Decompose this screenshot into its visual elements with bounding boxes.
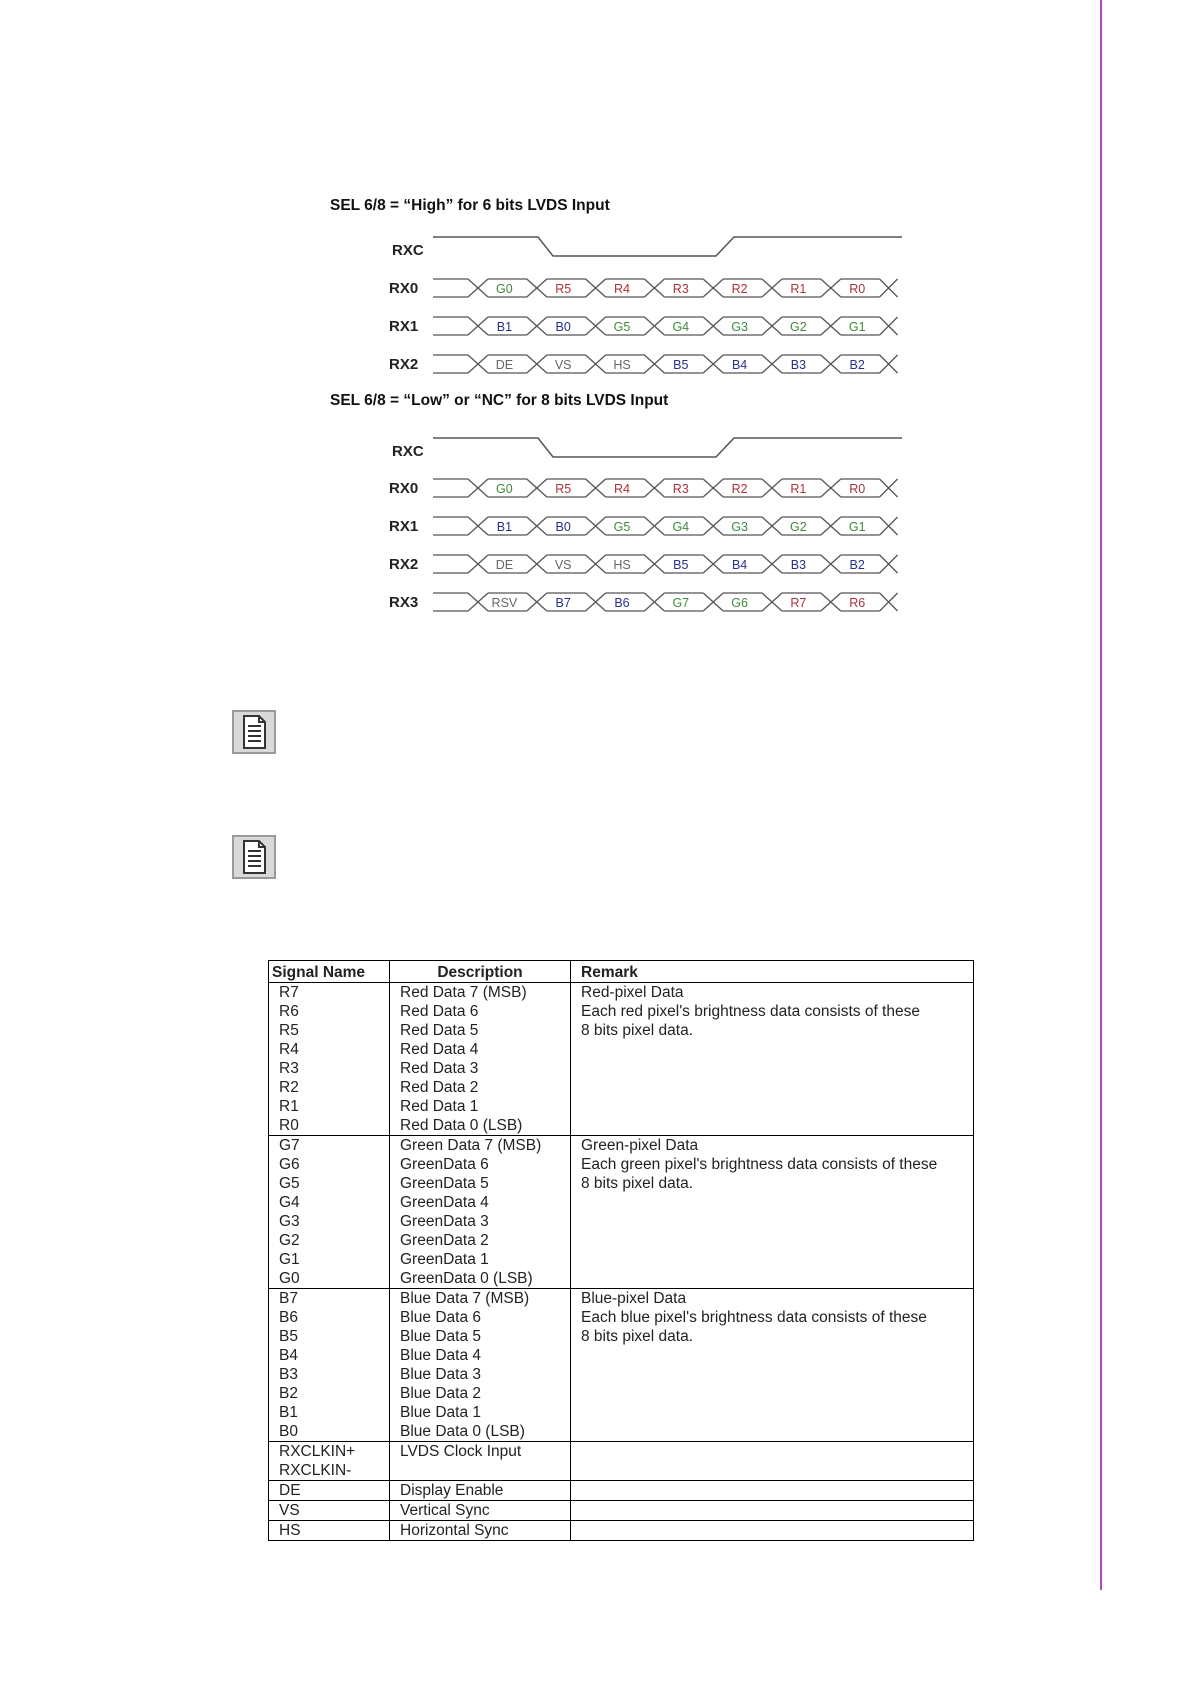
- signal-line: R5: [279, 1022, 299, 1039]
- description-line: Red Data 6: [400, 1003, 479, 1020]
- bit-cell-label: B3: [790, 358, 807, 372]
- bit-cell-label: VS: [554, 358, 572, 372]
- bit-cell-label: G3: [731, 320, 748, 334]
- bit-cell-label: G0: [496, 482, 513, 496]
- bit-cell-label: B1: [496, 520, 513, 534]
- description-line: Red Data 4: [400, 1041, 479, 1058]
- remark-cell: [571, 1442, 974, 1481]
- diagram-title-8bit: SEL 6/8 = “Low” or “NC” for 8 bits LVDS Input: [330, 392, 669, 409]
- remark-line: Green-pixel Data: [581, 1137, 699, 1154]
- bit-cell-label: R2: [731, 482, 748, 496]
- description-cell: [390, 1501, 571, 1521]
- bit-cell-label: HS: [613, 358, 631, 372]
- description-line: Blue Data 0 (LSB): [400, 1423, 525, 1440]
- description-line: GreenData 6: [400, 1156, 489, 1173]
- lane-end-cross: [880, 593, 898, 611]
- timing-svg: [0, 0, 1191, 700]
- remark-line: Red-pixel Data: [581, 984, 684, 1001]
- lane-label: RX3: [389, 594, 419, 611]
- signal-line: R1: [279, 1098, 299, 1115]
- signal-cell: [269, 1501, 390, 1521]
- bit-cell-label: R2: [731, 282, 748, 296]
- lane-label: RX0: [389, 480, 419, 497]
- lane-label: RX0: [389, 280, 419, 297]
- description-line: GreenData 5: [400, 1175, 489, 1192]
- signal-cell: [269, 1136, 390, 1289]
- bit-cell-label: B1: [496, 320, 513, 334]
- bit-cell-label: R3: [672, 282, 689, 296]
- table-body: [269, 983, 974, 1541]
- signal-line: B3: [279, 1366, 298, 1383]
- description-line: Blue Data 5: [400, 1328, 481, 1345]
- signal-line: VS: [279, 1502, 300, 1519]
- lvds-signal-table: [268, 960, 974, 1541]
- signal-line: G3: [279, 1213, 300, 1230]
- remark-line: Each blue pixel's brightness data consists of these: [581, 1309, 927, 1326]
- description-cell: [390, 1481, 571, 1501]
- description-line: Red Data 3: [400, 1060, 479, 1077]
- remark-line: 8 bits pixel data.: [581, 1022, 694, 1039]
- bit-cell-label: B5: [673, 358, 689, 372]
- signal-cell: [269, 1521, 390, 1541]
- description-line: Display Enable: [400, 1482, 504, 1499]
- bit-cell-label: R0: [849, 482, 866, 496]
- bit-cell-label: VS: [554, 558, 572, 572]
- bit-cell-label: R6: [849, 596, 866, 610]
- description-cell: [390, 983, 571, 1136]
- bit-cell-label: G1: [848, 520, 866, 534]
- signal-line: R3: [279, 1060, 299, 1077]
- column-header-signal-name: Signal Name: [269, 961, 390, 983]
- remark-cell: [571, 1136, 974, 1289]
- signal-line: G1: [279, 1251, 300, 1268]
- signal-cell: [269, 1289, 390, 1442]
- bit-cell-label: G0: [496, 282, 513, 296]
- bit-cell-label: B4: [731, 358, 748, 372]
- lane-end-cross: [880, 555, 898, 573]
- signal-cell: [269, 1442, 390, 1481]
- clock-label: RXC: [392, 443, 424, 460]
- signal-line: R4: [279, 1041, 299, 1058]
- signal-line: RXCLKIN+: [279, 1443, 356, 1460]
- bit-cell-label: R0: [849, 282, 866, 296]
- remark-line: Each red pixel's brightness data consists of these: [581, 1003, 920, 1020]
- table-row: [269, 983, 974, 1136]
- signal-line: R6: [279, 1003, 299, 1020]
- signal-cell: [269, 983, 390, 1136]
- description-line: Blue Data 7 (MSB): [400, 1290, 530, 1307]
- lane-label: RX2: [389, 356, 419, 373]
- table-row: [269, 1481, 974, 1501]
- bit-cell-label: B2: [849, 558, 865, 572]
- bit-cell-label: R7: [790, 596, 807, 610]
- description-line: GreenData 0 (LSB): [400, 1270, 533, 1287]
- description-cell: [390, 1289, 571, 1442]
- description-line: GreenData 4: [400, 1194, 489, 1211]
- signal-line: DE: [279, 1482, 301, 1499]
- description-line: Blue Data 2: [400, 1385, 481, 1402]
- description-line: Blue Data 6: [400, 1309, 481, 1326]
- bit-cell-label: DE: [495, 558, 514, 572]
- description-line: Blue Data 3: [400, 1366, 481, 1383]
- bit-cell-label: B6: [614, 596, 630, 610]
- description-line: Green Data 7 (MSB): [400, 1137, 542, 1154]
- remark-cell: [571, 983, 974, 1136]
- bit-cell-label: G4: [672, 320, 690, 334]
- signal-line: B6: [279, 1309, 298, 1326]
- description-line: Vertical Sync: [400, 1502, 490, 1519]
- signal-line: G6: [279, 1156, 300, 1173]
- lane-label: RX1: [389, 318, 419, 335]
- description-line: GreenData 3: [400, 1213, 489, 1230]
- table-row: [269, 1442, 974, 1481]
- bit-cell-label: B0: [555, 520, 571, 534]
- bit-cell-label: G2: [790, 520, 807, 534]
- description-line: Blue Data 4: [400, 1347, 481, 1364]
- bit-cell-label: R4: [614, 282, 630, 296]
- bit-cell-label: B4: [731, 558, 748, 572]
- table-row: [269, 1501, 974, 1521]
- description-line: LVDS Clock Input: [400, 1443, 522, 1460]
- signal-line: HS: [279, 1522, 301, 1539]
- bit-cell-label: B0: [555, 320, 571, 334]
- description-cell: [390, 1136, 571, 1289]
- bit-cell-label: G2: [790, 320, 807, 334]
- signal-line: G2: [279, 1232, 300, 1249]
- remark-line: Each green pixel's brightness data consists of these: [581, 1156, 938, 1173]
- signal-line: R0: [279, 1117, 299, 1134]
- diagram-title-6bit: SEL 6/8 = “High” for 6 bits LVDS Input: [330, 197, 610, 214]
- signal-line: G7: [279, 1137, 300, 1154]
- signal-cell: [269, 1481, 390, 1501]
- bit-cell-label: B5: [673, 558, 689, 572]
- note-icon: [232, 710, 276, 754]
- bit-cell-label: G6: [731, 596, 748, 610]
- column-header-description: Description: [390, 961, 571, 983]
- bit-cell-label: B7: [555, 596, 571, 610]
- bit-cell-label: R3: [672, 482, 689, 496]
- signal-line: R7: [279, 984, 299, 1001]
- description-line: GreenData 1: [400, 1251, 489, 1268]
- clock-label: RXC: [392, 242, 424, 259]
- remark-line: Blue-pixel Data: [581, 1290, 687, 1307]
- description-cell: [390, 1442, 571, 1481]
- description-cell: [390, 1521, 571, 1541]
- signal-line: G4: [279, 1194, 300, 1211]
- signal-line: B4: [279, 1347, 298, 1364]
- note-icon: [232, 835, 276, 879]
- bit-cell-label: RSV: [491, 596, 518, 610]
- remark-cell: [571, 1521, 974, 1541]
- signal-line: G5: [279, 1175, 300, 1192]
- bit-cell-label: G5: [613, 320, 631, 334]
- bit-cell-label: G3: [731, 520, 748, 534]
- bit-cell-label: R5: [555, 282, 572, 296]
- lane-label: RX2: [389, 556, 419, 573]
- bit-cell-label: B3: [790, 558, 807, 572]
- remark-cell: [571, 1289, 974, 1442]
- table-row: [269, 1521, 974, 1541]
- remark-line: 8 bits pixel data.: [581, 1328, 694, 1345]
- description-line: Red Data 7 (MSB): [400, 984, 527, 1001]
- bit-cell-label: HS: [613, 558, 631, 572]
- signal-line: RXCLKIN-: [279, 1462, 352, 1479]
- description-line: Red Data 1: [400, 1098, 479, 1115]
- bit-cell-label: B2: [849, 358, 865, 372]
- signal-line: B7: [279, 1290, 298, 1307]
- description-line: Red Data 5: [400, 1022, 479, 1039]
- signal-line: B0: [279, 1423, 298, 1440]
- bit-cell-label: R1: [790, 482, 807, 496]
- lane-label: RX1: [389, 518, 419, 535]
- signal-line: B2: [279, 1385, 298, 1402]
- lane-end-cross: [880, 517, 898, 535]
- signal-line: B1: [279, 1404, 298, 1421]
- table-row: [269, 1136, 974, 1289]
- lane-end-cross: [880, 479, 898, 497]
- bit-cell-label: R1: [790, 282, 807, 296]
- remark-cell: [571, 1481, 974, 1501]
- signal-line: R2: [279, 1079, 299, 1096]
- bit-cell-label: DE: [495, 358, 514, 372]
- remark-cell: [571, 1501, 974, 1521]
- bit-cell-label: G5: [613, 520, 631, 534]
- bit-cell-label: G7: [672, 596, 690, 610]
- bit-cell-label: G4: [672, 520, 690, 534]
- description-line: Red Data 2: [400, 1079, 479, 1096]
- bit-cell-label: R4: [614, 482, 630, 496]
- bit-cell-label: G1: [848, 320, 866, 334]
- signal-line: B5: [279, 1328, 298, 1345]
- description-line: GreenData 2: [400, 1232, 489, 1249]
- remark-line: 8 bits pixel data.: [581, 1175, 694, 1192]
- table-header-row: [269, 961, 974, 983]
- bit-cell-label: R5: [555, 482, 572, 496]
- description-line: Blue Data 1: [400, 1404, 481, 1421]
- description-line: Horizontal Sync: [400, 1522, 509, 1539]
- signal-line: G0: [279, 1270, 300, 1287]
- clock-waveform: [433, 438, 902, 457]
- table-row: [269, 1289, 974, 1442]
- description-line: Red Data 0 (LSB): [400, 1117, 523, 1134]
- column-header-remark: Remark: [571, 961, 974, 983]
